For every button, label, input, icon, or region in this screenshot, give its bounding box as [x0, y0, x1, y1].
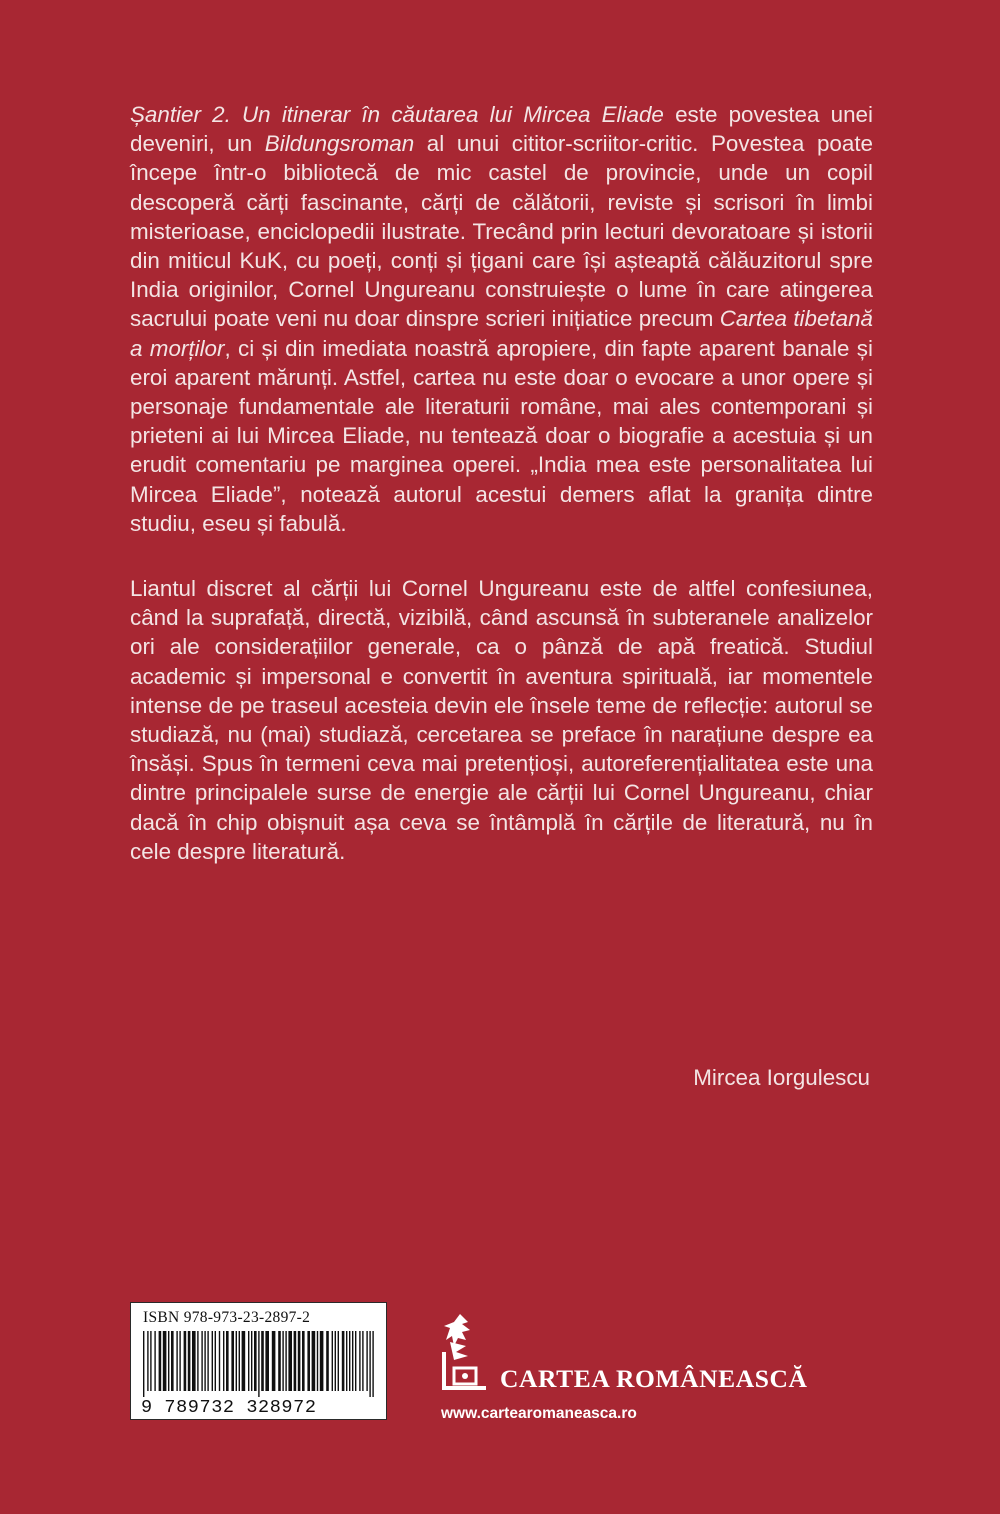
- book-title-italic: Șantier 2. Un itinerar în căutarea lui Mircea Eliade: [130, 102, 664, 127]
- author-signature: Mircea Iorgulescu: [693, 1065, 870, 1090]
- paragraph-1-text-a: este povestea unei deveniri, un: [130, 102, 873, 157]
- bildungsroman-italic: Bildungsroman: [264, 131, 415, 157]
- publisher-name: CARTEA ROMÂNEASCĂ: [500, 1364, 808, 1393]
- tibetan-book-italic: Cartea tibetană a morților: [130, 306, 873, 361]
- barcode-digits: 9 789732 328972: [141, 1397, 317, 1418]
- barcode-box: [130, 1302, 387, 1420]
- back-cover-text: [130, 100, 873, 866]
- paragraph-2: Liantul discret al cărții lui Cornel Ungureanu este de altfel confesiunea, când la suprafață, directă, vizibilă, când ascunsă în subteranele analizelor ori ale considerațiilor generale, ca o pânză de apă freatică. Studiul academic și impersonal e convertit în aventura spirituală, iar momentele intense de pe traseul acesteia devin ele însele teme de reflecție: autorul se studiază, nu (mai) studiază, cercetarea se preface în narațiune despre ea însăși. Spus în termeni ceva mai pretențioși, autoreferențialitatea este una dintre principalele surse de energie ale cărții lui Cornel Ungureanu, chiar dacă în chip obișnuit așa ceva se întâmplă în cărțile de literatură, nu în cele despre literatură.: [130, 576, 873, 864]
- paragraph-1: [130, 100, 873, 538]
- phoenix-logo-icon: [440, 1312, 492, 1397]
- publisher-url: www.cartearomaneasca.ro: [441, 1405, 637, 1422]
- isbn-label: ISBN 978-973-23-2897-2: [143, 1309, 311, 1326]
- paragraph-1-text-c: al unui cititor-scriitor-critic. Povestea poate începe într-o bibliotecă de mic castel de provincie, unde un copil descoperă cărți fascinante, cărți de călătorii, reviste și scrisori în limbi misterioase, enciclopedii ilustrate. Trecând prin lecturi devoratoare și istorii din miticul KuK, cu poeți, conți și țigani care își așteaptă călăuzitorul spre India originilor, Cornel Ungureanu construiește o lume în care atingerea sacrului poate veni nu doar dinspre scrieri inițiatice precum: [130, 131, 873, 332]
- barcode-icon: [141, 1331, 378, 1397]
- paragraph-1-text-e: , ci și din imediata noastră apropiere, din fapte aparent banale și eroi aparent mărunți. Astfel, cartea nu este doar o evocare a unor opere și personaje fundamentale ale literaturii române, mai ales contemporani și prieteni ai lui Mircea Eliade, nu tentează doar o biografie a acestuia și un erudit comentariu pe marginea operei. „India mea este personalitatea lui Mircea Eliade”, notează autorul acestui demers aflat la granița dintre studiu, eseu și fabulă.: [130, 335, 873, 536]
